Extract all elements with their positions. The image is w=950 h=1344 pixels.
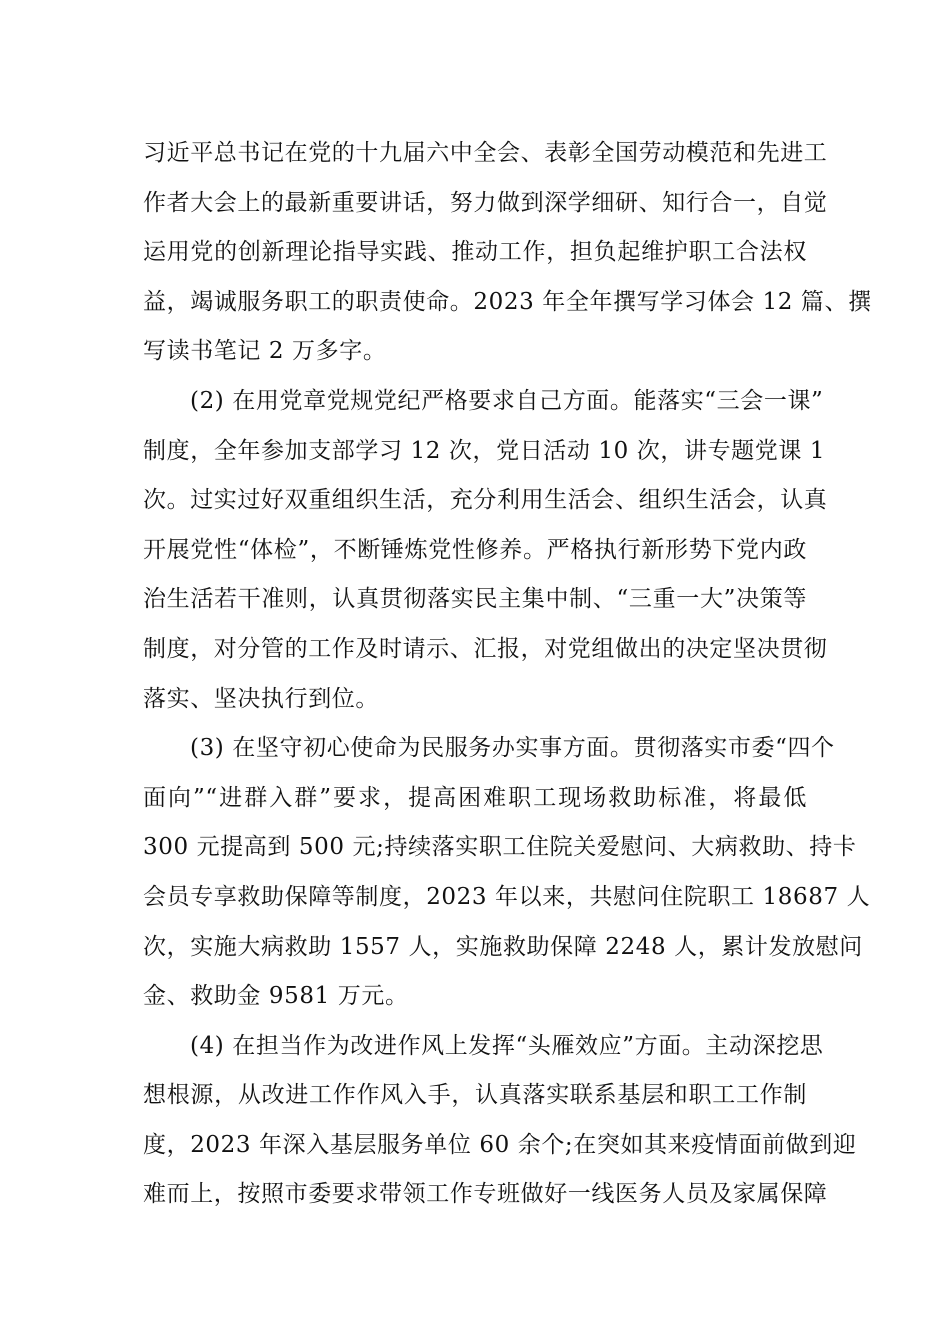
document-body — [143, 129, 872, 1220]
text-line: 开展党性“体检”，不断锤炼党性修养。严格执行新形势下党内政 — [143, 536, 807, 563]
text-line: 作者大会上的最新重要讲话，努力做到深学细研、知行合一，自觉 — [143, 189, 828, 216]
text-line: 制度，对分管的工作及时请示、汇报，对党组做出的决定坚决贯彻 — [143, 635, 828, 662]
text-line: 治生活若干准则，认真贯彻落实民主集中制、“三重一大”决策等 — [143, 586, 807, 613]
text-line: 写读书笔记 2 万多字。 — [143, 338, 387, 365]
text-line: 金、救助金 9581 万元。 — [143, 983, 409, 1010]
text-line: 300 元提高到 500 元;持续落实职工住院关爱慰问、大病救助、持卡 — [143, 834, 857, 861]
text-line: (3) 在坚守初心使命为民服务办实事方面。贯彻落实市委“四个 — [190, 735, 835, 762]
text-line: 面向”“进群入群”要求，提高困难职工现场救助标准，将最低 — [143, 784, 807, 811]
paragraph-study — [143, 129, 872, 377]
paragraph-public-service — [143, 724, 871, 1022]
text-line: 会员专享救助保障等制度，2023 年以来，共慰问住院职工 18687 人 — [143, 883, 871, 910]
text-line: 运用党的创新理论指导实践、推动工作，担负起维护职工合法权 — [143, 239, 807, 266]
text-line: (2) 在用党章党规党纪严格要求自己方面。能落实“三会一课” — [190, 387, 824, 414]
text-line: 落实、坚决执行到位。 — [143, 685, 379, 712]
paragraph-work-style — [143, 1022, 857, 1220]
text-line: 制度，全年参加支部学习 12 次，党日活动 10 次，讲专题党课 1 — [143, 437, 826, 464]
paragraph-party-discipline — [143, 377, 828, 724]
text-line: 习近平总书记在党的十九届六中全会、表彰全国劳动模范和先进工 — [143, 140, 828, 166]
text-line: 想根源，从改进工作作风入手，认真落实联系基层和职工工作制 — [143, 1082, 807, 1109]
text-line: 次，实施大病救助 1557 人，实施救助保障 2248 人，累计发放慰问 — [143, 933, 863, 960]
text-line: (4) 在担当作为改进作风上发挥“头雁效应”方面。主动深挖思 — [190, 1032, 824, 1059]
text-line: 度，2023 年深入基层服务单位 60 余个;在突如其来疫情面前做到迎 — [143, 1131, 857, 1158]
text-line: 益，竭诚服务职工的职责使命。2023 年全年撰写学习体会 12 篇、撰 — [143, 288, 872, 315]
text-line: 难而上，按照市委要求带领工作专班做好一线医务人员及家属保障 — [143, 1181, 828, 1208]
text-line: 次。过实过好双重组织生活，充分利用生活会、组织生活会，认真 — [143, 487, 828, 514]
